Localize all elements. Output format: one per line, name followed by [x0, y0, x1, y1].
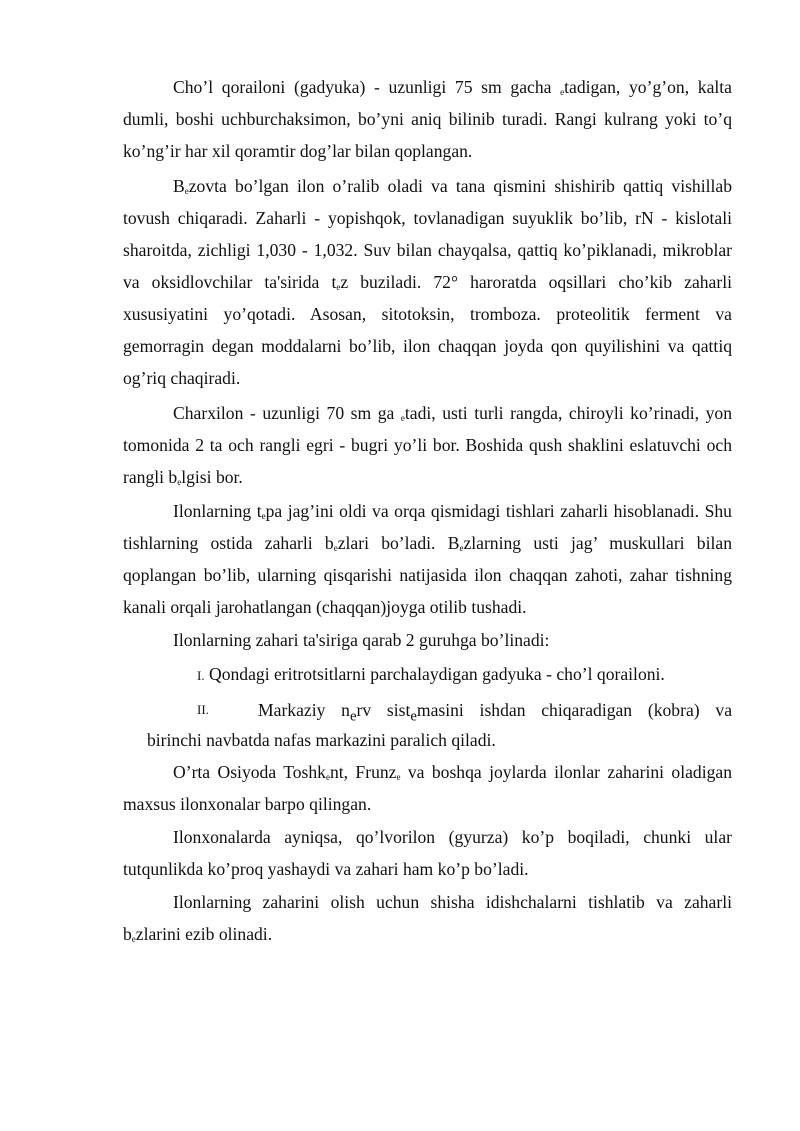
list-number: I.: [197, 668, 205, 683]
paragraph-venom-extraction: [123, 886, 732, 950]
text-run: Ilonlarning t: [173, 501, 262, 521]
text-run: z buziladi. 72° haroratda oqsillari cho’kib zaharli xususiyatini yo’qotadi. Asosan, sitotoksin, tromboza. proteolitik ferment va gemorragin degan moddalarni bo’lib, ilon chaqqan joyda qon quyilishini va qattiq og’riq chaqiradi.: [123, 272, 732, 388]
text-run: va boshqa joylarda ilonlar zaharini oladigan maxsus ilonxonalar barpo qilingan.: [123, 762, 733, 814]
list-item-1: [197, 658, 665, 692]
paragraph-venom-properties: [123, 170, 732, 394]
text-run: pa jag’ini oldi va orqa qismidagi tishlari zaharli hisoblanadi. Shu tishlarning ostida zaharli b: [123, 501, 732, 553]
paragraph-venom-teeth: [123, 495, 732, 623]
subscript: e: [560, 87, 565, 97]
subscript: e: [410, 708, 417, 725]
subscript: e: [349, 708, 357, 725]
text-run: O’rta Osiyoda Toshk: [173, 762, 326, 782]
list-text: Qondagi eritrotsitlarni parchalaydigan gadyuka - cho’l qorailoni.: [209, 664, 665, 684]
text-run: tadi, usti turli rangda, chiroyli ko’rinadi, yon tomonida 2 ta och rangli egri - bugri yo’li bor. Boshida qush shaklini eslatuvchi och rangli b: [123, 403, 732, 487]
subscript: e: [261, 511, 266, 521]
paragraph-gyurza: [123, 821, 732, 885]
subscript: e: [459, 543, 464, 553]
paragraph-venom-groups-intro: [123, 624, 732, 656]
text-run: zlarini ezib olinadi.: [135, 924, 273, 944]
text-run: Markaziy n: [258, 700, 350, 720]
text-run: Ilonlarning zahari ta'siriga qarab 2 guruhga bo’linadi:: [173, 630, 550, 650]
subscript: e: [336, 282, 341, 292]
text-run: Charxilon - uzunligi 70 sm ga: [173, 403, 401, 423]
text-run: Ilonxonalarda ayniqsa, qo’lvorilon (gyurza) ko’p boqiladi, chunki ular tutqunlikda ko’proq yashaydi va zahari ham ko’p bo’ladi.: [123, 827, 732, 879]
paragraph-ilonxonalar: [123, 756, 732, 820]
list-item-2-continuation: birinchi navbatda nafas markazini paralich qiladi.: [147, 730, 496, 750]
subscript: e: [177, 477, 182, 487]
subscript: e: [131, 934, 136, 944]
text-run: lgisi bor.: [181, 467, 243, 487]
text-run: rv sist: [356, 700, 411, 720]
subscript: e: [184, 186, 189, 196]
text-run: tadigan, yo’g’on, kalta dumli, boshi uchburchaksimon, bo’yni aniq bilinib turadi. Rangi kulrang yoki to’q ko’ng’ir har xil qoramtir dog’lar bilan qoplangan.: [123, 77, 732, 161]
paragraph-cho-l-qorailoni: [123, 71, 732, 167]
list-number: II.: [197, 702, 209, 717]
text-run: masini ishdan chiqaradigan (kobra) va: [416, 700, 732, 720]
paragraph-charxilon: [123, 397, 732, 493]
text-run: zovta bo’lgan ilon o’ralib oladi va tana qismini shishirib qattiq vishillab tovush chiqaradi. Zaharli - yopishqok, tovlanadigan suyuklik bo’lib, rN - kislotali sharoitda, zichligi 1,030 - 1,032. Suv bilan chayqalsa, qattiq ko’piklanadi, mikroblar va oksidlovchilar ta'sirida t: [123, 176, 732, 292]
text-run: zlarning usti jag’ muskullari bilan qoplangan bo’lib, ularning qisqarishi natijasida ilon chaqqan zahoti, zahar tishning kanali orqali jarohatlangan (chaqqan)joyga otilib tushadi.: [123, 533, 732, 617]
subscript: e: [333, 543, 338, 553]
text-run: nt, Frunz: [329, 762, 397, 782]
text-run: Cho’l qorailoni (gadyuka) - uzunligi 75 sm gacha: [173, 77, 561, 97]
subscript: e: [400, 413, 405, 423]
subscript: e: [396, 772, 401, 782]
text-run: zlari bo’ladi. B: [337, 533, 460, 553]
subscript: e: [325, 772, 330, 782]
text-run: Ilonlarning zaharini olish uchun shisha idishchalarni tishlatib va zaharli b: [123, 892, 732, 944]
text-run: B: [173, 176, 185, 196]
